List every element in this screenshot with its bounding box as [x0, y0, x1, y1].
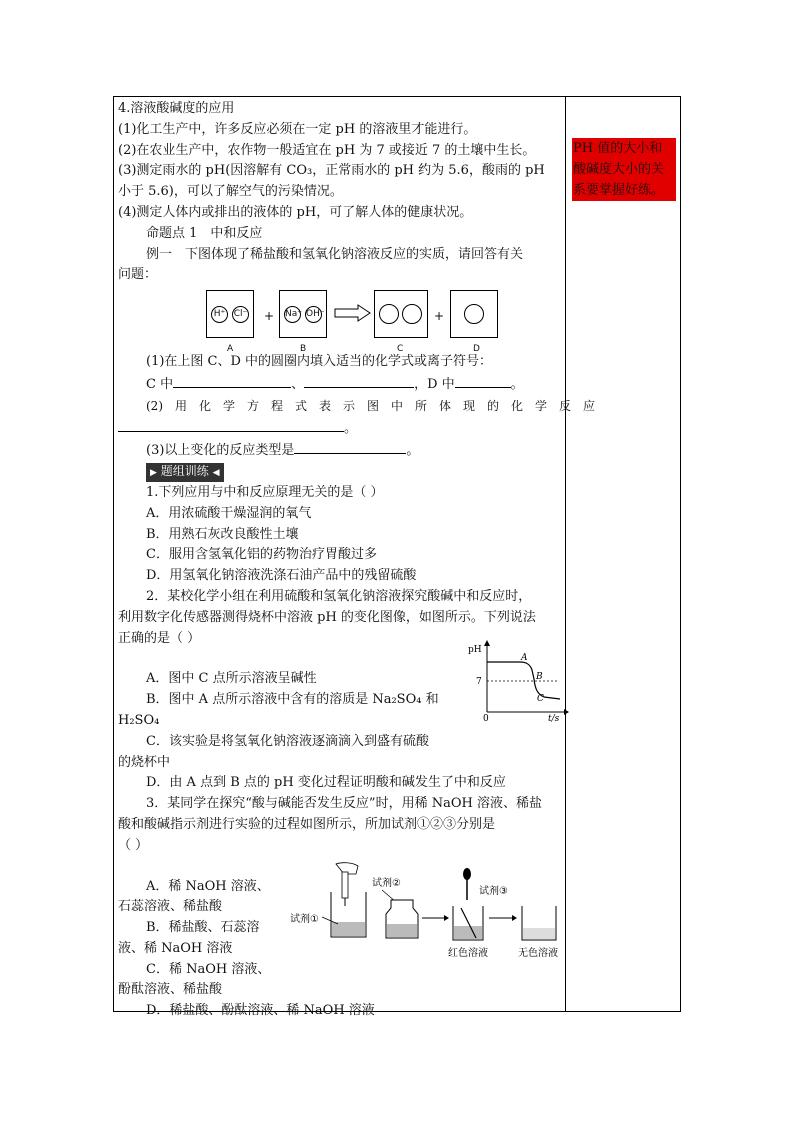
application-2: (2)在农业生产中，农作物一般适宜在 pH 为 7 或接近 7 的土壤中生长。 — [118, 142, 536, 158]
question-1-blanks: C 中 、 ，D 中 。 — [118, 373, 560, 396]
answer-blank[interactable] — [455, 373, 511, 388]
box-b — [279, 290, 327, 338]
reagent-1-label: 试剂① — [290, 914, 319, 925]
example-intro-cont: 问题： — [118, 267, 158, 283]
practice-badge: ▶ 题组训练 ◀ — [146, 463, 224, 482]
application-3-cont: 小于 5.6)，可以了解空气的污染情况。 — [118, 184, 343, 200]
exercise-3-option: 液、稀 NaOH 溶液 — [118, 940, 233, 956]
circle-c1 — [379, 304, 399, 324]
ion-cl: Cl⁻ — [232, 306, 249, 323]
exercise-2-stem: 正确的是（ ） — [118, 630, 201, 646]
example-intro: 例一 下图体现了稀盐酸和氢氧化钠溶液反应的实质，请回答有关 — [146, 246, 524, 262]
question-2-blank: 。 — [118, 417, 560, 440]
exercise-3-stem: （ ） — [118, 837, 149, 853]
exercise-2-option: D．由 A 点到 B 点的 pH 变化过程证明酸和碱发生了中和反应 — [146, 775, 506, 791]
box-d — [450, 290, 498, 338]
play-icon: ▶ — [150, 468, 157, 479]
answer-blank[interactable] — [294, 439, 406, 454]
ion-na: Na⁺ — [284, 306, 301, 323]
answer-blank[interactable] — [304, 373, 414, 388]
circle-c2 — [402, 304, 422, 324]
exercise-1-option: D．用氢氧化钠溶液洗涤石油产品中的残留硫酸 — [146, 568, 417, 584]
graph-origin: 0 — [483, 714, 489, 722]
graph-xlabel: t/s — [548, 714, 560, 722]
label-c: C — [397, 344, 404, 355]
exercise-2-stem: 利用数字化传感器测得烧杯中溶液 pH 的变化图像，如图所示。下列说法 — [118, 609, 536, 625]
exercise-3-option: D．稀盐酸、酚酞溶液、稀 NaOH 溶液 — [146, 1003, 375, 1019]
box-c — [374, 290, 428, 338]
lab-procedure-figure — [286, 862, 566, 962]
application-4: (4)测定人体内或排出的液体的 pH，可了解人体的健康状况。 — [118, 204, 473, 220]
exercise-1-stem: 1.下列应用与中和反应原理无关的是（ ） — [146, 484, 384, 500]
exercise-2-option: A．图中 C 点所示溶液呈碱性 — [146, 671, 317, 687]
application-3: (3)测定雨水的 pH(因溶解有 CO₃，正常雨水的 pH 约为 5.6，酸雨的 pH — [118, 163, 545, 179]
question-3: (3)以上变化的反应类型是 。 — [118, 439, 560, 462]
exercise-3-option: C．稀 NaOH 溶液、 — [146, 961, 271, 977]
reaction-diagram — [118, 286, 560, 355]
point-c: C — [537, 694, 544, 704]
exercise-3-stem: 酸和酸碱指示剂进行实验的过程如图所示，所加试剂①②③分别是 — [118, 816, 496, 832]
plus-sign: + — [434, 309, 445, 324]
exercise-3-option: 酚酞溶液、稀盐酸 — [118, 982, 223, 998]
label-d: D — [473, 344, 480, 355]
exercise-2-stem: 2．某校化学小组在利用硫酸和氢氧化钠溶液探究酸碱中和反应时， — [146, 588, 532, 604]
circle-d — [464, 304, 484, 324]
plus-sign: + — [264, 309, 275, 324]
back-icon: ◀ — [212, 468, 220, 479]
answer-blank[interactable] — [173, 373, 291, 388]
exercise-2-option: C．该实验是将氢氧化钠溶液逐滴滴入到盛有硫酸 — [146, 733, 429, 749]
exercise-3-option: A．稀 NaOH 溶液、 — [146, 878, 270, 894]
label-b: B — [300, 344, 307, 355]
question-1: (1)在上图 C、D 中的圆圈内填入适当的化学式或离子符号： — [146, 354, 493, 370]
exercise-3-option: 石蕊溶液、稀盐酸 — [118, 899, 223, 915]
exercise-3-option: B．稀盐酸、石蕊溶 — [146, 920, 260, 936]
exercise-2-option: 的烧杯中 — [118, 754, 171, 770]
ion-oh: OH⁻ — [305, 306, 322, 323]
section-heading: 4.溶液酸碱度的应用 — [118, 101, 235, 116]
ph-curve-graph — [460, 640, 570, 722]
application-1: (1)化工生产中，许多反应必须在一定 pH 的溶液里才能进行。 — [118, 121, 477, 137]
reagent-3-label: 试剂③ — [479, 886, 508, 897]
arrow-icon — [334, 304, 372, 322]
red-solution-label: 红色溶液 — [448, 948, 488, 959]
point-a: A — [521, 653, 528, 663]
reagent-2-label: 试剂② — [372, 878, 401, 889]
graph-ylabel: pH — [468, 645, 482, 655]
point-b: B — [536, 672, 543, 682]
colorless-solution-label: 无色溶液 — [518, 948, 558, 959]
practice-header — [118, 462, 560, 483]
exercise-1-option: C．服用含氢氧化铝的药物治疗胃酸过多 — [146, 547, 377, 563]
answer-blank[interactable] — [118, 417, 344, 432]
exercise-2-option: B．图中 A 点所示溶液中含有的溶质是 Na₂SO₄ 和 — [146, 692, 439, 708]
question-2: (2) 用 化 学 方 程 式 表 示 图 中 所 体 现 的 化 学 反 应 — [146, 398, 596, 413]
exercise-1-option: A．用浓硫酸干燥湿润的氧气 — [146, 505, 312, 521]
side-note: PH 值的大小和酸碱度大小的关系要掌握好练。 — [572, 138, 676, 201]
box-a — [206, 290, 254, 338]
label-a: A — [227, 344, 234, 355]
ion-h: H⁺ — [211, 306, 228, 323]
topic-title: 命题点 1 中和反应 — [146, 225, 263, 241]
exercise-2-option: H₂SO₄ — [118, 712, 160, 728]
exercise-1-option: B．用熟石灰改良酸性土壤 — [146, 526, 299, 542]
graph-seven: 7 — [476, 677, 482, 687]
exercise-3-stem: 3．某同学在探究“酸与碱能否发生反应”时，用稀 NaOH 溶液、稀盐 — [146, 796, 542, 812]
